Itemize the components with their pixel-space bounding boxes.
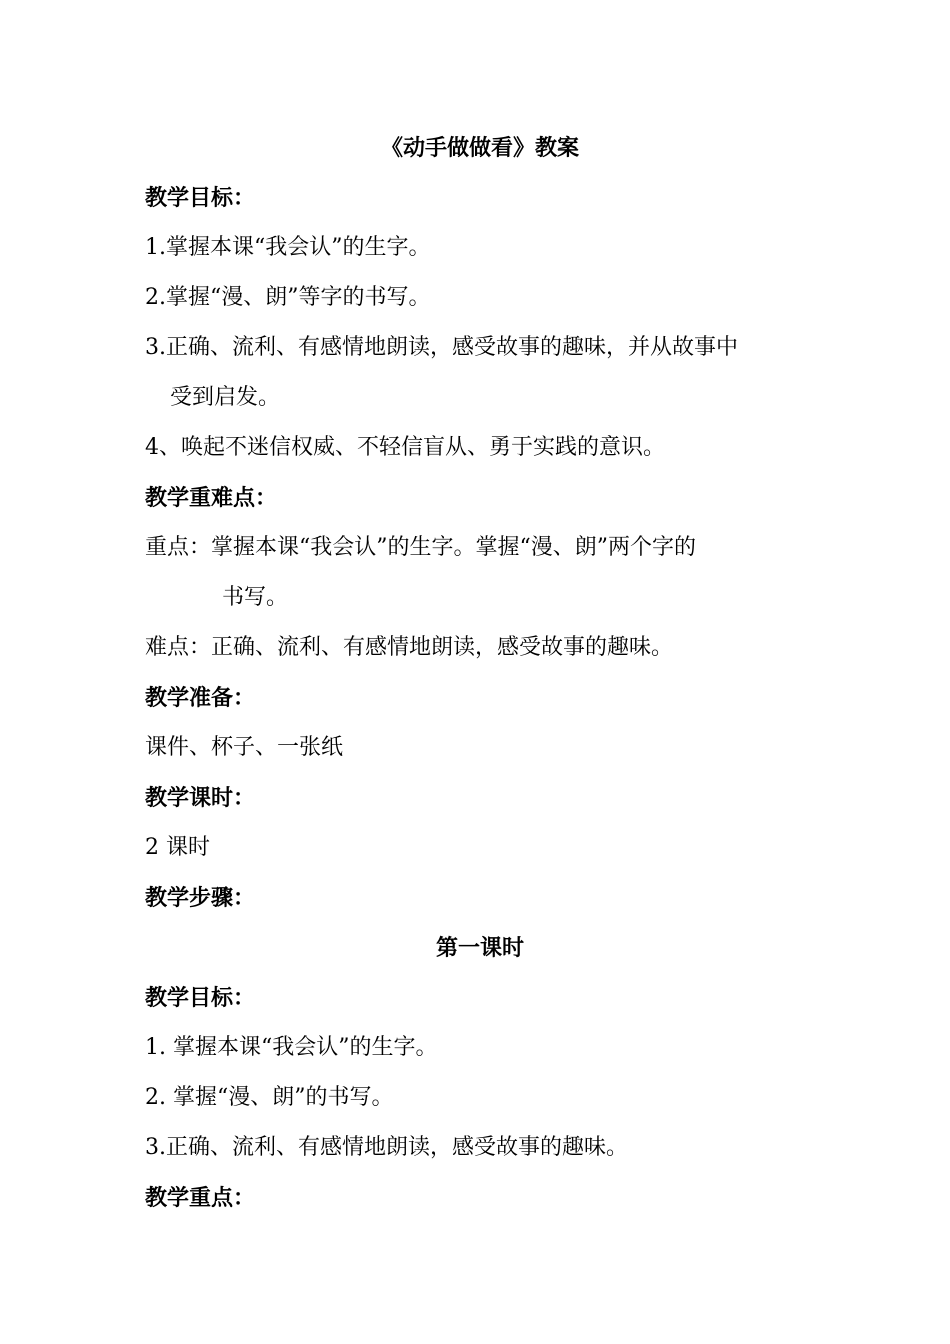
lesson1-goal-item-2: 2. 掌握“漫、朗”的书写。 (145, 1085, 394, 1110)
document-content (145, 123, 815, 1223)
difficulty-line: 难点：正确、流利、有感情地朗读，感受故事的趣味。 (145, 635, 674, 660)
document-title: 《动手做做看》教案 (380, 135, 579, 161)
goal-item-4: 4、唤起不迷信权威、不轻信盲从、勇于实践的意识。 (145, 435, 665, 460)
section-heading-keypoints: 教学重难点： (145, 485, 278, 511)
preparation-text: 课件、杯子、一张纸 (145, 735, 344, 760)
lesson1-title: 第一课时 (435, 935, 524, 961)
section-heading-steps: 教学步骤： (145, 885, 256, 911)
keypoint-line-continued: 书写。 (222, 585, 289, 610)
goal-item-2: 2.掌握“漫、朗”等字的书写。 (145, 285, 431, 310)
section-heading-goals: 教学目标： (145, 185, 256, 211)
lesson1-goal-item-3: 3.正确、流利、有感情地朗读，感受故事的趣味。 (145, 1135, 628, 1160)
section-heading-preparation: 教学准备： (145, 685, 256, 711)
hours-text: 2 课时 (145, 835, 210, 860)
goal-item-3: 3.正确、流利、有感情地朗读，感受故事的趣味，并从故事中 (145, 335, 738, 360)
section-heading-hours: 教学课时： (145, 785, 256, 811)
lesson1-goals-heading: 教学目标： (145, 985, 256, 1011)
keypoint-line: 重点：掌握本课“我会认”的生字。掌握“漫、朗”两个字的 (145, 535, 696, 560)
lesson1-goal-item-1: 1. 掌握本课“我会认”的生字。 (145, 1035, 438, 1060)
goal-item-1: 1.掌握本课“我会认”的生字。 (145, 235, 431, 260)
goal-item-3-continued: 受到启发。 (170, 385, 281, 410)
lesson1-keypoints-heading: 教学重点： (145, 1185, 256, 1211)
